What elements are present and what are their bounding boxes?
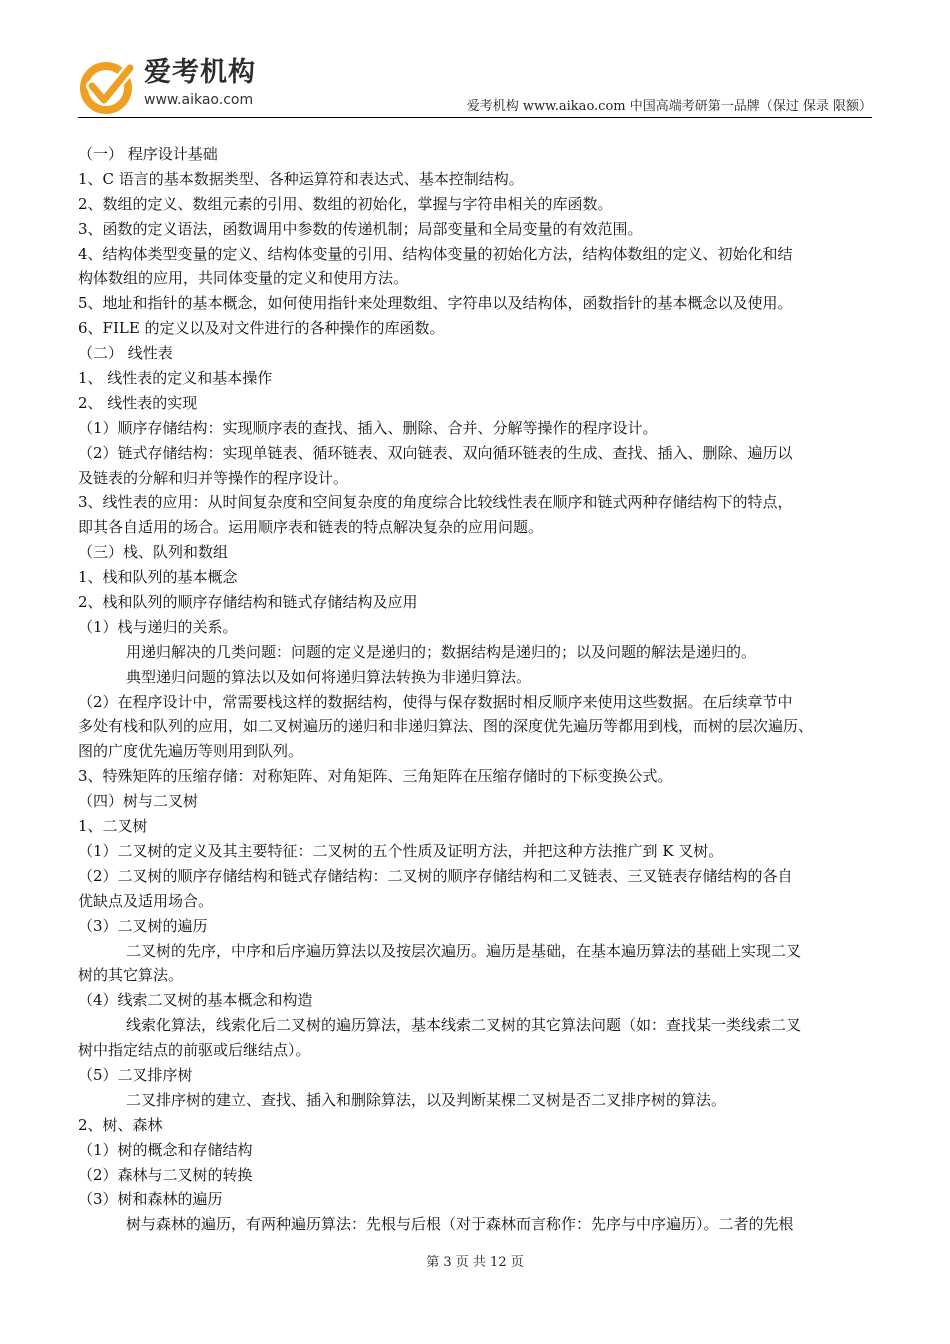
- page-header: [0, 0, 950, 118]
- text-line: （2）二叉树的顺序存储结构和链式存储结构：二叉树的顺序存储结构和二叉链表、三叉链表存储结构的各自: [78, 866, 793, 885]
- text-line: 优缺点及适用场合。: [78, 891, 214, 910]
- logo-url: www.aikao.com: [144, 92, 254, 108]
- text-line: （1）树的概念和存储结构: [78, 1140, 253, 1159]
- text-line: 图的广度优先遍历等则用到队列。: [78, 742, 304, 761]
- text-line: 1、栈和队列的基本概念: [78, 568, 238, 587]
- document-body: [78, 142, 874, 1237]
- text-line: （1）二叉树的定义及其主要特征：二叉树的五个性质及证明方法，并把这种方法推广到 K 叉树。: [78, 841, 724, 860]
- section-heading: （三）栈、队列和数组: [78, 543, 229, 562]
- text-line: 3、线性表的应用：从时间复杂度和空间复杂度的角度综合比较线性表在顺序和链式两种存储结构下的特点，: [78, 493, 793, 512]
- text-line: 线索化算法，线索化后二叉树的遍历算法，基本线索二叉树的其它算法问题（如：查找某一类线索二叉: [126, 1016, 802, 1035]
- section-heading: （四）树与二叉树: [78, 792, 199, 811]
- text-line: 二叉排序树的建立、查找、插入和删除算法，以及判断某棵二叉树是否二叉排序树的算法。: [126, 1090, 727, 1109]
- text-line: 2、 线性表的实现: [78, 393, 198, 412]
- text-line: 1、C 语言的基本数据类型、各种运算符和表达式、基本控制结构。: [78, 169, 524, 188]
- text-line: （4）线索二叉树的基本概念和构造: [78, 991, 313, 1010]
- text-line: 2、数组的定义、数组元素的引用、数组的初始化，掌握与字符串相关的库函数。: [78, 194, 613, 213]
- text-line: 3、函数的定义语法，函数调用中参数的传递机制；局部变量和全局变量的有效范围。: [78, 219, 643, 238]
- text-line: 2、树、森林: [78, 1115, 163, 1134]
- text-line: 用递归解决的几类问题：问题的定义是递归的；数据结构是递归的；以及问题的解法是递归的。: [126, 642, 757, 661]
- text-line: 树中指定结点的前驱或后继结点）。: [78, 1041, 311, 1060]
- logo-name: 爱考机构: [144, 57, 256, 88]
- text-line: 3、特殊矩阵的压缩存储：对称矩阵、对角矩阵、三角矩阵在压缩存储时的下标变换公式。: [78, 767, 673, 786]
- section-heading: （一） 程序设计基础: [78, 145, 218, 163]
- text-line: （1）顺序存储结构：实现顺序表的查找、插入、删除、合并、分解等操作的程序设计。: [78, 418, 658, 437]
- page-number: 第 3 页 共 12 页: [426, 1255, 524, 1270]
- text-line: 多处有栈和队列的应用，如二叉树遍历的递归和非递归算法、图的深度优先遍历等都用到栈，而树的层次遍历、: [78, 717, 814, 736]
- text-line: 二叉树的先序，中序和后序遍历算法以及按层次遍历。遍历是基础，在基本遍历算法的基础上实现二叉: [126, 941, 802, 960]
- text-line: 及链表的分解和归并等操作的程序设计。: [78, 468, 349, 487]
- text-line: 树的其它算法。: [78, 966, 184, 985]
- text-line: 2、栈和队列的顺序存储结构和链式存储结构及应用: [78, 593, 418, 612]
- text-line: 5、地址和指针的基本概念，如何使用指针来处理数组、字符串以及结构体，函数指针的基本概念以及使用。: [78, 294, 793, 313]
- header-divider: [78, 117, 872, 118]
- text-line: （1）栈与递归的关系。: [78, 617, 238, 636]
- text-line: （2）在程序设计中，常需要栈这样的数据结构，使得与保存数据时相反顺序来使用这些数据。在后续章节中: [78, 692, 793, 711]
- text-line: 6、FILE 的定义以及对文件进行的各种操作的库函数。: [78, 319, 445, 338]
- text-line: （3）树和森林的遍历: [78, 1190, 223, 1209]
- text-line: （3）二叉树的遍历: [78, 916, 208, 935]
- text-line: 4、结构体类型变量的定义、结构体变量的引用、结构体变量的初始化方法，结构体数组的定义、初始化和结: [78, 244, 793, 263]
- text-line: 1、 线性表的定义和基本操作: [78, 369, 273, 388]
- text-line: 1、二叉树: [78, 817, 148, 836]
- text-line: （2）链式存储结构：实现单链表、循环链表、双向链表、双向循环链表的生成、查找、插入、删除、遍历以: [78, 443, 793, 462]
- text-line: 树与森林的遍历，有两种遍历算法：先根与后根（对于森林而言称作：先序与中序遍历）。二者的先根: [126, 1215, 794, 1234]
- text-line: （2）森林与二叉树的转换: [78, 1165, 253, 1184]
- checkmark-logo-icon: [80, 58, 136, 114]
- text-line: （5）二叉排序树: [78, 1065, 193, 1084]
- text-line: 即其各自适用的场合。运用顺序表和链表的特点解决复杂的应用问题。: [78, 518, 544, 537]
- text-line: 构体数组的应用，共同体变量的定义和使用方法。: [78, 269, 409, 288]
- text-line: 典型递归问题的算法以及如何将递归算法转换为非递归算法。: [126, 667, 532, 686]
- section-heading: （二） 线性表: [78, 344, 173, 363]
- header-tagline: 爱考机构 www.aikao.com 中国高端考研第一品牌（保过 保录 限额）: [466, 99, 872, 114]
